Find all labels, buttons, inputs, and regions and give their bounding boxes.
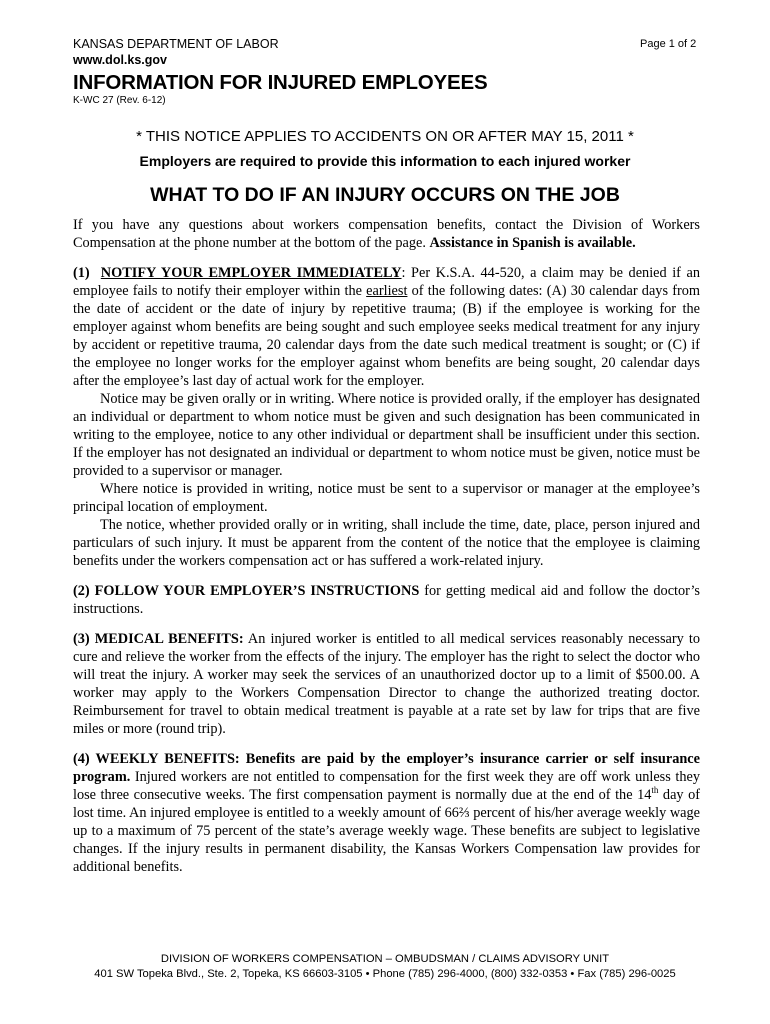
page-indicator: Page 1 of 2 xyxy=(640,38,697,50)
footer-division: DIVISION OF WORKERS COMPENSATION – OMBUDSMAN / CLAIMS ADVISORY UNIT xyxy=(160,953,610,965)
footer-contact: 401 SW Topeka Blvd., Ste. 2, Topeka, KS 66603-3105 • Phone (785) 296-4000, (800) 332-0353 • Fax (785) 296-0025 xyxy=(94,968,676,980)
section-title: WHAT TO DO IF AN INJURY OCCURS ON THE JOB xyxy=(150,184,620,206)
section-4-heading: (4) WEEKLY BENEFITS: Benefits are paid by the employer’s insurance carrier or self insurance program. xyxy=(73,751,700,785)
agency-website: www.dol.ks.gov xyxy=(73,53,167,67)
employer-requirement: Employers are required to provide this information to each injured worker xyxy=(139,153,631,169)
section-2-paragraph xyxy=(73,582,700,618)
section-1-paragraph xyxy=(73,264,700,390)
intro-paragraph xyxy=(73,216,700,252)
section-3-heading: (3) MEDICAL BENEFITS: xyxy=(73,631,244,647)
section-3-text: An injured worker is entitled to all medical services reasonably necessary to cure and relieve the worker from the effects of the injury. The employer has the right to select the doctor who will treat the injury. A worker may seek the services of an unauthorized doctor up to a limit of $500.00. A worker may apply to the Workers Compensation Director to change the authorized treating doctor. Reimbursement for travel to obtain medical treatment is payable at a rate set by law for trips that are five miles or more (round trip). xyxy=(73,631,700,737)
section-1-number: (1) xyxy=(73,265,90,281)
section-1-para-2: Notice may be given orally or in writing. Where notice is provided orally, if the employer has designated an individual or department to whom notice must be given and such designation has been communicated in writing to the employee, notice to any other individual or department shall be insufficient under this section. If the employer has not designated an individual or department to whom notice must be given, notice must be provided to a supervisor or manager. xyxy=(73,391,700,479)
section-1-text-a: : Per K.S.A. 44-520, a claim may be denied if an employee fails to notify their employer within the xyxy=(73,265,700,299)
document-title: INFORMATION FOR INJURED EMPLOYEES xyxy=(73,71,488,94)
agency-name: KANSAS DEPARTMENT OF LABOR xyxy=(73,37,279,51)
section-2-heading: (2) FOLLOW YOUR EMPLOYER’S INSTRUCTIONS xyxy=(73,583,420,599)
section-1-para-4: The notice, whether provided orally or in writing, shall include the time, date, place, person injured and particulars of such injury. It must be apparent from the content of the notice that the employee is claiming benefits under the workers compensation act or has suffered a work-related injury. xyxy=(73,517,700,569)
form-number: K-WC 27 (Rev. 6-12) xyxy=(73,95,166,106)
intro-bold-text: Assistance in Spanish is available. xyxy=(429,235,636,251)
section-2-text: for getting medical aid and follow the doctor’s instructions. xyxy=(73,583,700,617)
section-4-text-a: Injured workers are not entitled to compensation for the first week they are off work unless they lose three consecutive weeks. The first compensation payment is normally due at the end of the 14 xyxy=(73,769,700,803)
section-1-underlined: earliest xyxy=(366,283,408,299)
document-body xyxy=(73,216,700,876)
section-4-paragraph xyxy=(73,750,700,876)
section-1-text-b: of the following dates: (A) 30 calendar days from the date of accident or the date of injury by repetitive trauma; (B) if the employee is working for the employer against whom benefits are being sought and such employee seeks medical treatment for any injury by accident or repetitive trauma, 20 calendar days from the date such medical treatment is sought; or (C) if the employee no longer works for the employer against whom benefits are being sought, 20 calendar days after the employee’s last day of actual work for the employer. xyxy=(73,283,700,389)
section-1-heading: NOTIFY YOUR EMPLOYER IMMEDIATELY xyxy=(100,265,402,281)
effective-date-notice: * THIS NOTICE APPLIES TO ACCIDENTS ON OR AFTER MAY 15, 2011 * xyxy=(136,128,634,145)
section-1-para-3: Where notice is provided in writing, notice must be sent to a supervisor or manager at the employee’s principal location of employment. xyxy=(73,481,700,515)
section-4-text-b: day of lost time. An injured employee is entitled to a weekly amount of 66⅔ percent of his/her average weekly wage up to a maximum of 75 percent of the state’s average weekly wage. These benefits are subject to legislative changes. If the injury results in permanent disability, the Kansas Workers Compensation law provides for additional benefits. xyxy=(73,787,700,875)
section-4-superscript: th xyxy=(651,785,659,796)
section-3-paragraph xyxy=(73,630,700,738)
intro-text: If you have any questions about workers compensation benefits, contact the Division of Workers Compensation at the phone number at the bottom of the page. xyxy=(73,217,700,251)
